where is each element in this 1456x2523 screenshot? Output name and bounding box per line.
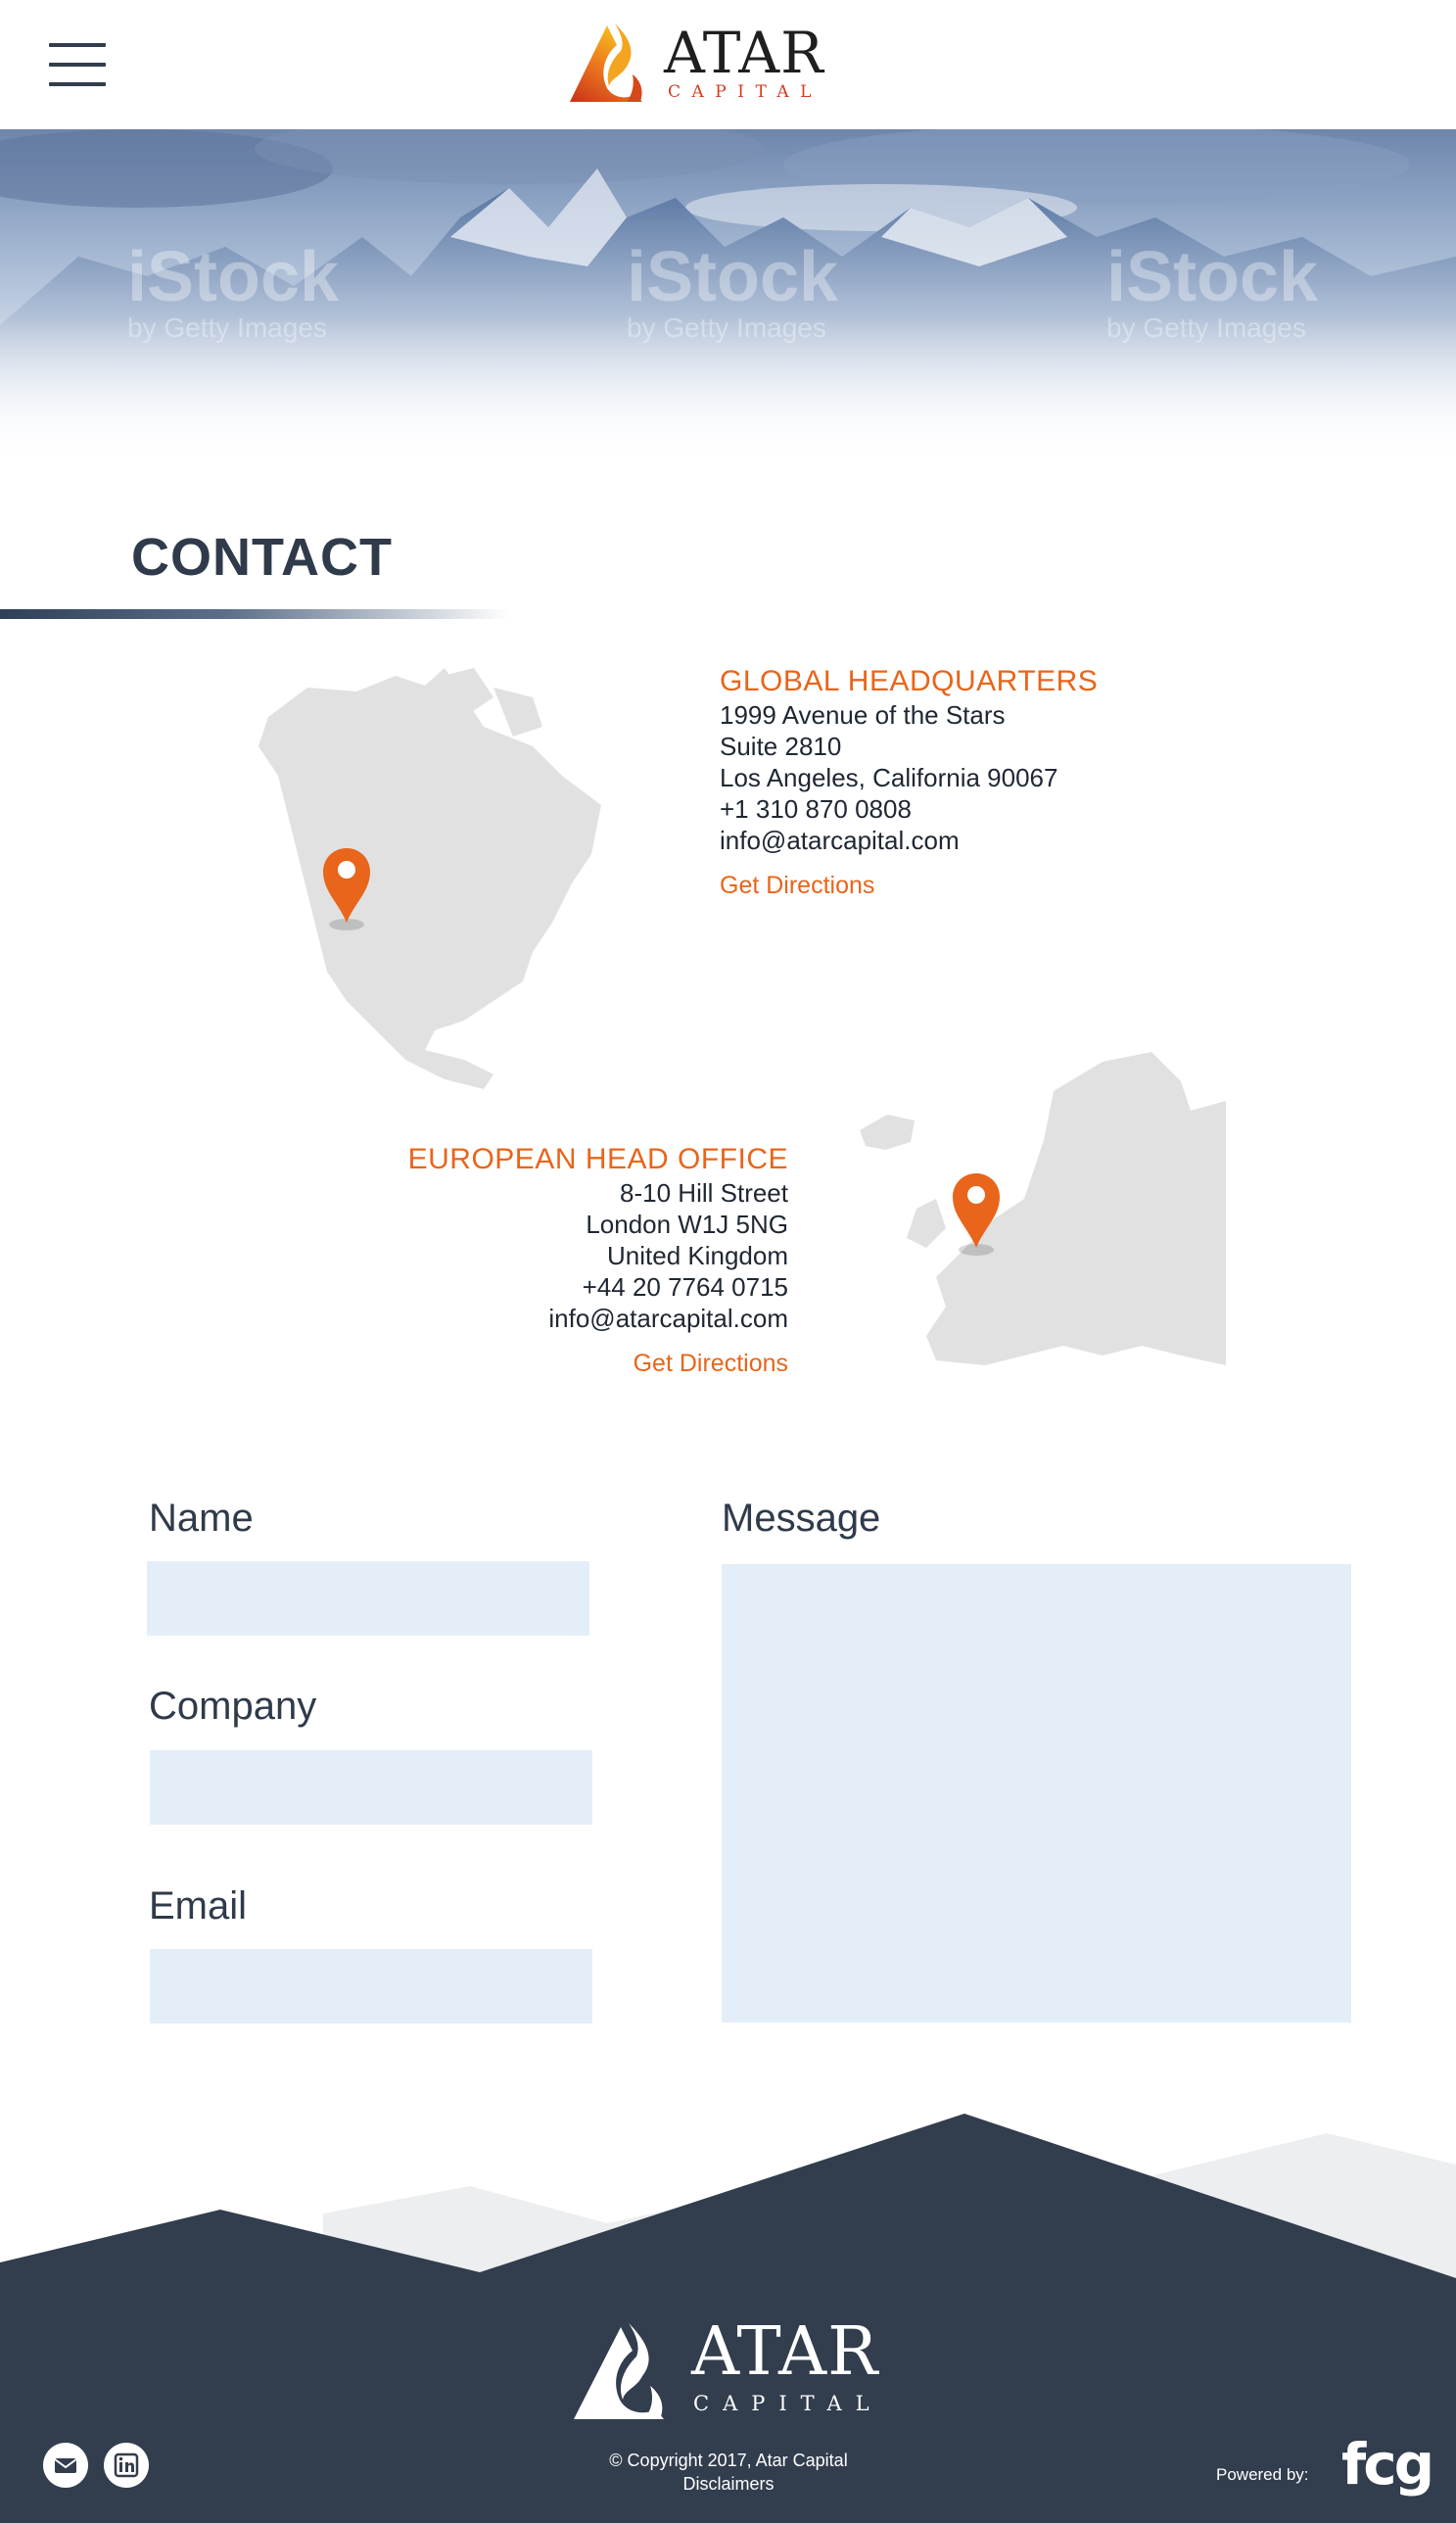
- linkedin-icon[interactable]: [104, 2443, 149, 2488]
- office-european-head: [313, 1142, 788, 1379]
- address-line-3: Los Angeles, California 90067: [720, 763, 1058, 792]
- address-line-1: 1999 Avenue of the Stars: [720, 700, 1006, 730]
- watermark-sub-3: by Getty Images: [1106, 312, 1306, 343]
- title-underline: [0, 609, 509, 619]
- mountain-illustration: [0, 129, 1456, 470]
- get-directions-link[interactable]: Get Directions: [720, 872, 875, 899]
- phone-number[interactable]: +1 310 870 0808: [720, 794, 912, 824]
- email-address[interactable]: info@atarcapital.com: [720, 826, 960, 855]
- watermark-3: iStock: [1106, 238, 1319, 316]
- office-global-headquarters: [720, 664, 1268, 901]
- name-label: Name: [149, 1497, 254, 1540]
- address-line-3: United Kingdom: [607, 1241, 788, 1270]
- watermark-sub-1: by Getty Images: [127, 312, 327, 343]
- logo-wordmark: ATAR: [664, 20, 824, 86]
- footer-logo[interactable]: [572, 2315, 905, 2423]
- address-line-2: Suite 2810: [720, 732, 842, 761]
- page-title: CONTACT: [131, 528, 393, 587]
- powered-by-label: Powered by:: [1216, 2465, 1309, 2484]
- north-america-map: [239, 658, 611, 1089]
- footer-logo-wordmark: ATAR: [691, 2313, 879, 2391]
- logo-subtitle: CAPITAL: [668, 82, 822, 102]
- watermark-1: iStock: [127, 238, 340, 316]
- office-name: EUROPEAN HEAD OFFICE: [407, 1143, 788, 1175]
- flame-logo-icon: [572, 2315, 687, 2423]
- atar-capital-logo[interactable]: [568, 16, 832, 106]
- site-header: [0, 0, 1456, 129]
- email-icon[interactable]: [43, 2443, 88, 2488]
- phone-number[interactable]: +44 20 7764 0715: [582, 1272, 788, 1302]
- address-line-2: London W1J 5NG: [586, 1210, 788, 1239]
- name-input[interactable]: [147, 1561, 589, 1636]
- message-textarea[interactable]: [722, 1564, 1351, 2023]
- fcg-logo[interactable]: fcg: [1341, 2431, 1433, 2498]
- hero-mountain-banner: [0, 129, 1456, 470]
- office-name: GLOBAL HEADQUARTERS: [720, 665, 1099, 697]
- copyright-text: © Copyright 2017, Atar Capital: [609, 2451, 848, 2470]
- email-label: Email: [149, 1884, 248, 1928]
- get-directions-link[interactable]: Get Directions: [633, 1350, 788, 1377]
- watermark-sub-2: by Getty Images: [627, 312, 826, 343]
- address-line-1: 8-10 Hill Street: [620, 1178, 788, 1208]
- message-label: Message: [722, 1497, 881, 1540]
- watermark-2: iStock: [627, 238, 839, 316]
- email-address[interactable]: info@atarcapital.com: [548, 1304, 788, 1333]
- email-input[interactable]: [150, 1949, 592, 2023]
- footer-logo-subtitle: CAPITAL: [693, 2392, 883, 2415]
- company-input[interactable]: [150, 1750, 592, 1825]
- flame-logo-icon: [568, 16, 662, 106]
- disclaimers-link[interactable]: Disclaimers: [682, 2474, 775, 2494]
- europe-map: [858, 1052, 1226, 1365]
- hamburger-menu-icon[interactable]: [49, 43, 106, 86]
- company-label: Company: [149, 1685, 317, 1728]
